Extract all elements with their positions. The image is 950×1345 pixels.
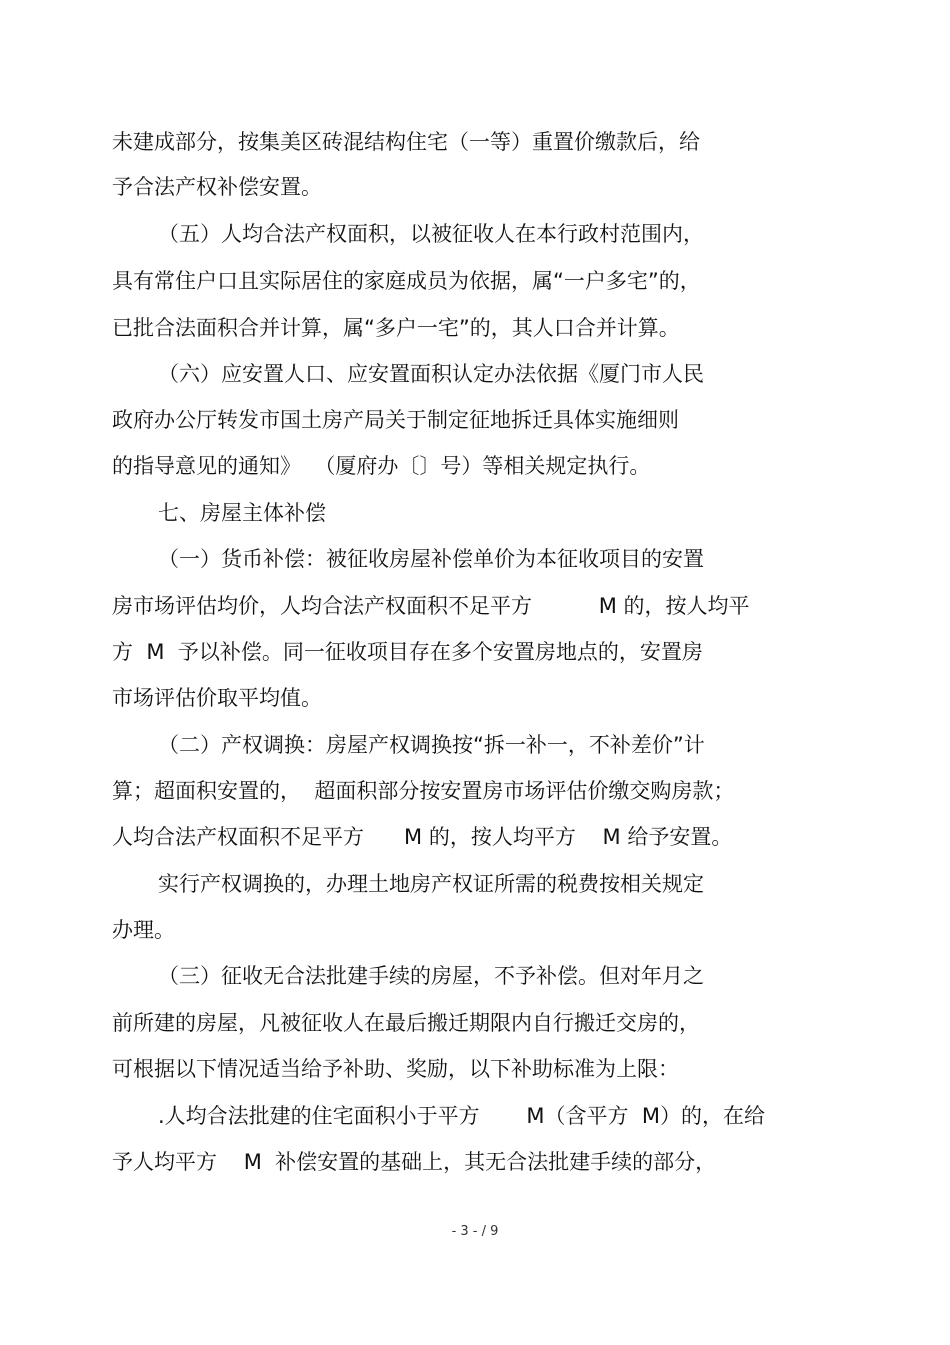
text-line: 人均合法产权面积不足平方 M 的，按人均平方 M 给予安置。 (112, 825, 733, 849)
text-line: 具有常住户口且实际居住的家庭成员为依据，属“一户多宅”的， (112, 269, 701, 293)
text-line: 已批合法面积合并计算，属“多户一宅”的，其人口合并计算。 (112, 316, 680, 340)
text-line: 予合法产权补偿安置。 (112, 175, 322, 199)
text-line: 予人均平方 M 补偿安置的基础上，其无合法批建手续的部分， (112, 1150, 717, 1174)
text-line: （二）产权调换：房屋产权调换按“拆一补一，不补差价”计 (158, 733, 705, 757)
text-line: 算；超面积安置的， 超面积部分按安置房市场评估价缴交购房款； (112, 779, 735, 803)
text-line: （三）征收无合法批建手续的房屋，不予补偿。但对年月之 (158, 964, 704, 988)
text-line: 前所建的房屋，凡被征收人在最后搬迁期限内自行搬迁交房的， (112, 1011, 700, 1035)
text-line: 实行产权调换的，办理土地房产权证所需的税费按相关规定 (158, 872, 704, 896)
text-line: 方 M 予以补偿。同一征收项目存在多个安置房地点的，安置房 (112, 640, 703, 664)
text-line: 的指导意见的通知》 （厦府办〔〕号）等相关规定执行。 (112, 454, 651, 478)
text-line: .人均合法批建的住宅面积小于平方 M（含平方 M）的，在给 (158, 1104, 765, 1128)
text-line: 可根据以下情况适当给予补助、奖励，以下补助标准为上限： (112, 1057, 679, 1081)
text-line: 政府办公厅转发市国土房产局关于制定征地拆迁具体实施细则 (112, 408, 679, 432)
text-line: 未建成部分，按集美区砖混结构住宅（一等）重置价缴款后，给 (112, 130, 700, 154)
text-line: （一）货币补偿：被征收房屋补偿单价为本征收项目的安置 (158, 547, 704, 571)
text-line: 办理。 (112, 918, 175, 942)
section-heading: 七、房屋主体补偿 (158, 501, 326, 525)
text-line: 市场评估价取平均值。 (112, 686, 322, 710)
page-number: - 3 - / 9 (451, 1224, 499, 1239)
text-line: 房市场评估均价，人均合法产权面积不足平方 M 的，按人均平 (112, 594, 750, 618)
text-line: （六）应安置人口、应安置面积认定办法依据《厦门市人民 (158, 362, 704, 386)
text-line: （五）人均合法产权面积，以被征收人在本行政村范围内， (158, 222, 704, 246)
